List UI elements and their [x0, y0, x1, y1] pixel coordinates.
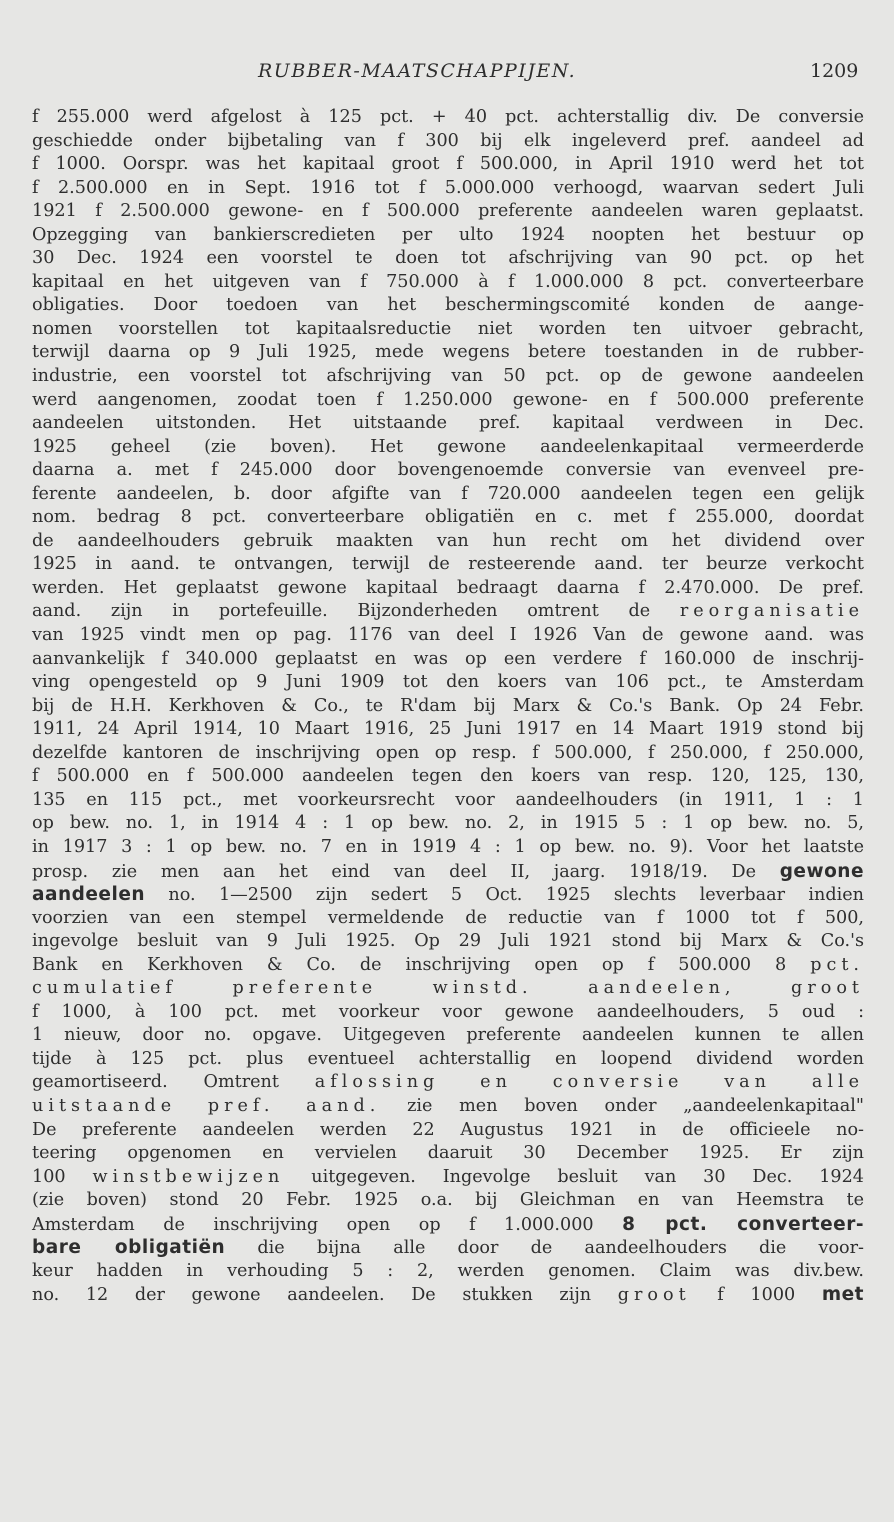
body-text — [32, 106, 864, 1307]
text-segment: (zie boven) stond 20 Febr. 1925 o.a. bij Gleichman en van Heemstra te — [32, 1190, 864, 1211]
emphasized-text: gewone — [779, 860, 864, 882]
text-segment: aandeelen uitstonden. Het uitstaande pref. kapitaal verdween in Dec. — [32, 413, 864, 434]
text-segment: f 500.000 en f 500.000 aandeelen tegen den koers van resp. 120, 125, 130, — [32, 766, 864, 787]
text-line — [32, 153, 864, 177]
text-segment: op bew. no. 1, in 1914 4 : 1 op bew. no. 2, in 1915 5 : 1 op bew. no. 5, — [32, 813, 864, 834]
emphasized-text: groot — [617, 1285, 691, 1306]
text-line — [32, 1048, 864, 1072]
text-segment: geschiedde onder bijbetaling van f 300 bij elk ingeleverd pref. aandeel ad — [32, 130, 864, 151]
text-line — [32, 789, 864, 813]
text-line — [32, 530, 864, 554]
page-header — [0, 60, 894, 88]
emphasized-text: reorganisatie — [679, 601, 864, 622]
text-segment: f 1000, à 100 pct. met voorkeur voor gewone aandeelhouders, 5 oud : — [32, 1001, 864, 1022]
text-segment: bij de H.H. Kerkhoven & Co., te R'dam bij Marx & Co.'s Bank. Op 24 Febr. — [32, 695, 864, 716]
text-line — [32, 812, 864, 836]
text-line — [32, 1236, 864, 1260]
text-segment: f 1000 — [690, 1285, 822, 1306]
text-segment: ferente aandeelen, b. door afgifte van f 720.000 aandeelen tegen een gelijk — [32, 483, 864, 504]
text-line — [32, 341, 864, 365]
text-line — [32, 247, 864, 271]
text-line — [32, 1142, 864, 1166]
text-segment: Amsterdam de inschrijving open op f 1.000.000 — [32, 1214, 623, 1235]
text-segment: 1 nieuw, door no. opgave. Uitgegeven preferente aandeelen kunnen te allen — [32, 1025, 864, 1046]
text-segment: f 1000. Oorspr. was het kapitaal groot f 500.000, in April 1910 werd het tot — [32, 154, 864, 175]
emphasized-text: aandeelen — [32, 884, 146, 906]
emphasized-text: 8 pct. converteer- — [622, 1213, 864, 1235]
text-segment: dezelfde kantoren de inschrijving open op resp. f 500.000, f 250.000, f 250.000, — [32, 742, 864, 763]
text-segment: zie men boven onder „aandeelenkapitaal" — [380, 1095, 864, 1116]
text-segment: keur hadden in verhouding 5 : 2, werden genomen. Claim was div.bew. — [32, 1260, 864, 1281]
text-segment: industrie, een voorstel tot afschrijving van 50 pct. op de gewone aandeelen — [32, 366, 864, 387]
text-line — [32, 577, 864, 601]
text-line — [32, 1024, 864, 1048]
text-segment: 1911, 24 April 1914, 10 Maart 1916, 25 Juni 1917 en 14 Maart 1919 stond bij — [32, 719, 864, 740]
text-line — [32, 907, 864, 931]
text-line — [32, 600, 864, 624]
text-line — [32, 553, 864, 577]
text-line — [32, 695, 864, 719]
text-segment: Bank en Kerkhoven & Co. de inschrijving open op f 500.000 8 — [32, 954, 811, 975]
emphasized-text: cumulatief preferente winstd. aandeelen, groot — [32, 978, 864, 999]
text-segment: obligaties. Door toedoen van het beschermingscomité konden de aange- — [32, 295, 864, 316]
text-segment: 30 Dec. 1924 een voorstel te doen tot afschrijving van 90 pct. op het — [32, 248, 864, 269]
text-line — [32, 1189, 864, 1213]
emphasized-text: bare obligatiën — [32, 1237, 226, 1259]
text-line — [32, 294, 864, 318]
text-line — [32, 860, 864, 884]
text-segment: De preferente aandeelen werden 22 Augustus 1921 in de officieele no- — [32, 1119, 864, 1140]
text-line — [32, 977, 864, 1001]
text-line — [32, 200, 864, 224]
text-segment: de aandeelhouders gebruik maakten van hun recht om het dividend over — [32, 530, 864, 551]
page-number: 1209 — [810, 60, 859, 82]
text-line — [32, 412, 864, 436]
text-segment: 100 — [32, 1166, 93, 1187]
text-line — [32, 1071, 864, 1095]
emphasized-text: aflossing en conversie van alle — [314, 1072, 865, 1093]
text-segment: ingevolge besluit van 9 Juli 1925. Op 29 Juli 1921 stond bij Marx & Co.'s — [32, 931, 864, 952]
text-line — [32, 365, 864, 389]
text-line — [32, 177, 864, 201]
text-line — [32, 389, 864, 413]
text-segment: 1921 f 2.500.000 gewone- en f 500.000 preferente aandeelen waren geplaatst. — [32, 201, 864, 222]
text-segment: kapitaal en het uitgeven van f 750.000 à f 1.000.000 8 pct. converteerbare — [32, 271, 864, 292]
text-segment: teering opgenomen en vervielen daaruit 30 December 1925. Er zijn — [32, 1143, 864, 1164]
running-title: RUBBER-MAATSCHAPPIJEN. — [258, 60, 577, 82]
text-line — [32, 459, 864, 483]
text-line — [32, 1095, 864, 1119]
text-line — [32, 930, 864, 954]
text-segment: 1925 geheel (zie boven). Het gewone aandeelenkapitaal vermeerderde — [32, 436, 864, 457]
text-line — [32, 1119, 864, 1143]
text-line — [32, 836, 864, 860]
text-line — [32, 1283, 864, 1307]
emphasized-text: winstbewijzen — [92, 1166, 285, 1187]
text-segment: prosp. zie men aan het eind van deel II, jaarg. 1918/19. De — [32, 861, 780, 882]
text-segment: geamortiseerd. Omtrent — [32, 1072, 315, 1093]
text-line — [32, 436, 864, 460]
text-line — [32, 224, 864, 248]
text-segment: daarna a. met f 245.000 door bovengenoemde conversie van evenveel pre- — [32, 460, 864, 481]
emphasized-text: uitstaande pref. aand. — [32, 1095, 381, 1116]
text-line — [32, 883, 864, 907]
text-segment: 135 en 115 pct., met voorkeursrecht voor aandeelhouders (in 1911, 1 : 1 — [32, 789, 864, 810]
text-line — [32, 671, 864, 695]
text-segment: nom. bedrag 8 pct. converteerbare obligatiën en c. met f 255.000, doordat — [32, 507, 864, 528]
text-line — [32, 765, 864, 789]
text-segment: werd aangenomen, zoodat toen f 1.250.000 gewone- en f 500.000 preferente — [32, 389, 864, 410]
text-segment: werden. Het geplaatst gewone kapitaal bedraagt daarna f 2.470.000. De pref. — [32, 577, 864, 598]
text-line — [32, 718, 864, 742]
text-line — [32, 506, 864, 530]
text-segment: terwijl daarna op 9 Juli 1925, mede wegens betere toestanden in de rubber- — [32, 342, 864, 363]
text-segment: Opzegging van bankierscredieten per ulto 1924 noopten het bestuur op — [32, 224, 864, 245]
text-segment: die bijna alle door de aandeelhouders die voor- — [225, 1238, 864, 1259]
text-segment: voorzien van een stempel vermeldende de reductie van f 1000 tot f 500, — [32, 907, 864, 928]
text-line — [32, 954, 864, 978]
text-segment: aanvankelijk f 340.000 geplaatst en was op een verdere f 160.000 de inschrij- — [32, 648, 864, 669]
text-line — [32, 1166, 864, 1190]
text-line — [32, 130, 864, 154]
text-line — [32, 1213, 864, 1237]
text-segment: nomen voorstellen tot kapitaalsreductie niet worden ten uitvoer gebracht, — [32, 318, 864, 339]
text-line — [32, 648, 864, 672]
text-line — [32, 1260, 864, 1284]
text-segment: uitgegeven. Ingevolge besluit van 30 Dec. 1924 — [284, 1166, 864, 1187]
text-segment: in 1917 3 : 1 op bew. no. 7 en in 1919 4 : 1 op bew. no. 9). Voor het laatste — [32, 836, 864, 857]
text-segment: no. 1—2500 zijn sedert 5 Oct. 1925 slechts leverbaar indien — [145, 885, 864, 906]
emphasized-text: met — [821, 1284, 864, 1306]
text-segment: f 255.000 werd afgelost à 125 pct. + 40 pct. achterstallig div. De conversie — [32, 107, 864, 127]
text-segment: ving opengesteld op 9 Juni 1909 tot den koers van 106 pct., te Amsterdam — [32, 672, 864, 693]
text-segment: tijde à 125 pct. plus eventueel achterstallig en loopend dividend worden — [32, 1048, 864, 1069]
text-line — [32, 483, 864, 507]
emphasized-text: pct. — [810, 954, 864, 975]
text-segment: f 2.500.000 en in Sept. 1916 tot f 5.000.000 verhoogd, waarvan sedert Juli — [32, 177, 864, 198]
text-segment: no. 12 der gewone aandeelen. De stukken zijn — [32, 1285, 618, 1306]
text-line — [32, 318, 864, 342]
text-line — [32, 624, 864, 648]
text-line — [32, 271, 864, 295]
text-segment: van 1925 vindt men op pag. 1176 van deel I 1926 Van de gewone aand. was — [32, 625, 864, 646]
text-segment: 1925 in aand. te ontvangen, terwijl de resteerende aand. ter beurze verkocht — [32, 554, 864, 575]
text-line — [32, 1001, 864, 1025]
text-line — [32, 742, 864, 766]
text-line — [32, 106, 864, 130]
text-segment: aand. zijn in portefeuille. Bijzonderheden omtrent de — [32, 601, 680, 622]
